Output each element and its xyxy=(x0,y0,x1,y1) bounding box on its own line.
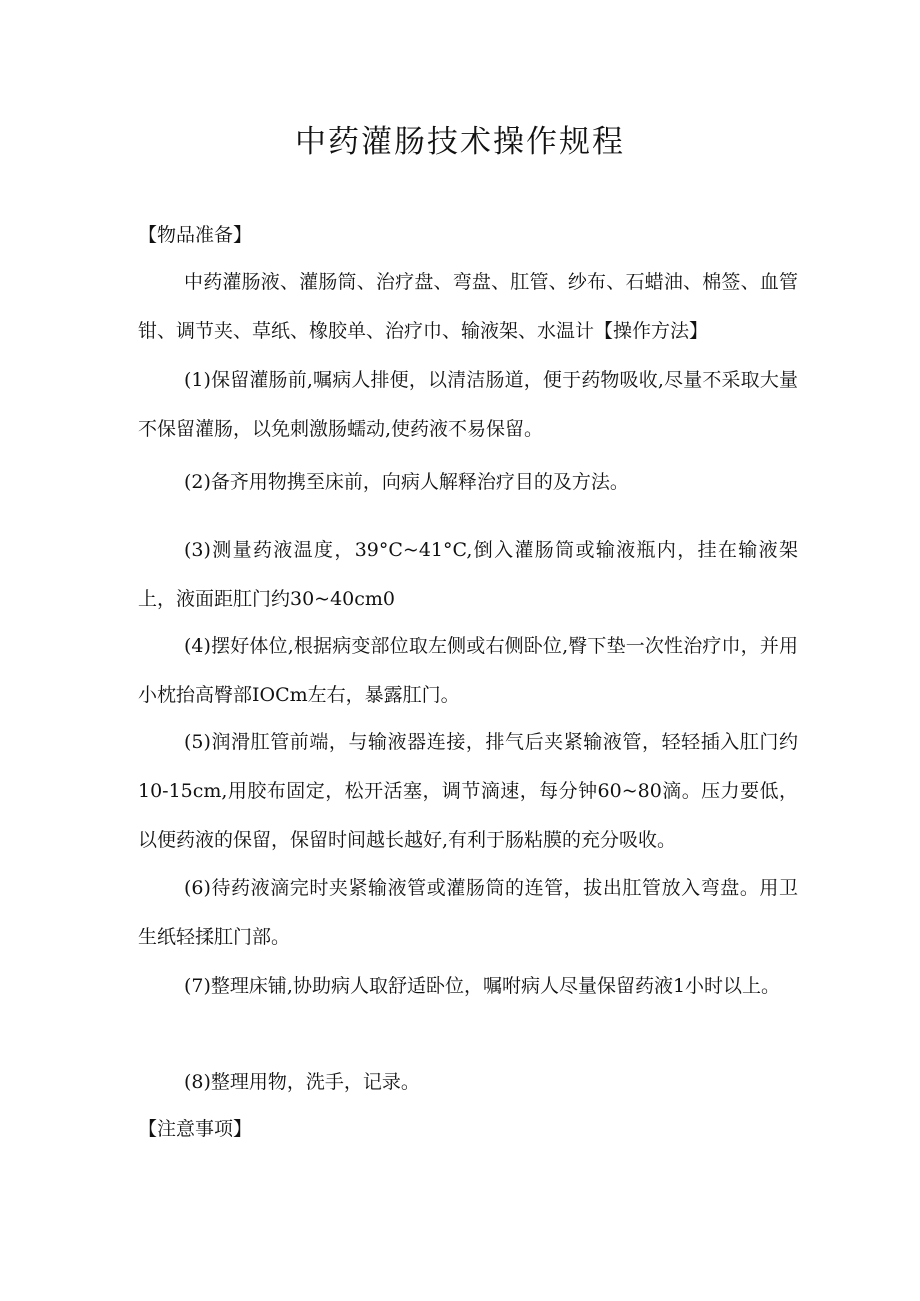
materials-list: 中药灌肠液、灌肠筒、治疗盘、弯盘、肛管、纱布、石蜡油、棉签、血管钳、调节夹、草纸、橡胶单、治疗巾、输液架、水温计【操作方法】 xyxy=(138,271,798,342)
step-3: (3)测量药液温度，39°C~41°C,倒入灌肠筒或输液瓶内，挂在输液架上，液面距肛门约30~40cm0 xyxy=(138,539,798,610)
step-2: (2)备齐用物携至床前，向病人解释治疗目的及方法。 xyxy=(184,471,629,493)
step-8: (8)整理用物，洗手，记录。 xyxy=(184,1071,420,1093)
step-5: (5)润滑肛管前端，与输液器连接，排气后夹紧输液管，轻轻插入肛门约10-15cm,用胶布固定，松开活塞，调节滴速，每分钟60~80滴。压力要低，以便药液的保留，保留时间越长越好,有利于肠粘膜的充分吸收。 xyxy=(138,731,798,851)
page-title: 中药灌肠技术操作规程 xyxy=(295,124,625,160)
materials-heading: 【物品准备】 xyxy=(138,224,253,246)
step-4: (4)摆好体位,根据病变部位取左侧或右侧卧位,臀下垫一次性治疗巾，并用小枕抬高臀部IOCm左右，暴露肛门。 xyxy=(138,635,798,706)
step-7: (7)整理床铺,协助病人取舒适卧位，嘱咐病人尽量保留药液1小时以上。 xyxy=(184,975,781,997)
notes-heading: 【注意事项】 xyxy=(138,1118,253,1140)
step-1: (1)保留灌肠前,嘱病人排便，以清洁肠道，便于药物吸收,尽量不采取大量不保留灌肠，以免刺激肠蠕动,使药液不易保留。 xyxy=(138,369,798,440)
step-6: (6)待药液滴完时夹紧输液管或灌肠筒的连管，拔出肛管放入弯盘。用卫生纸轻揉肛门部。 xyxy=(138,877,798,948)
